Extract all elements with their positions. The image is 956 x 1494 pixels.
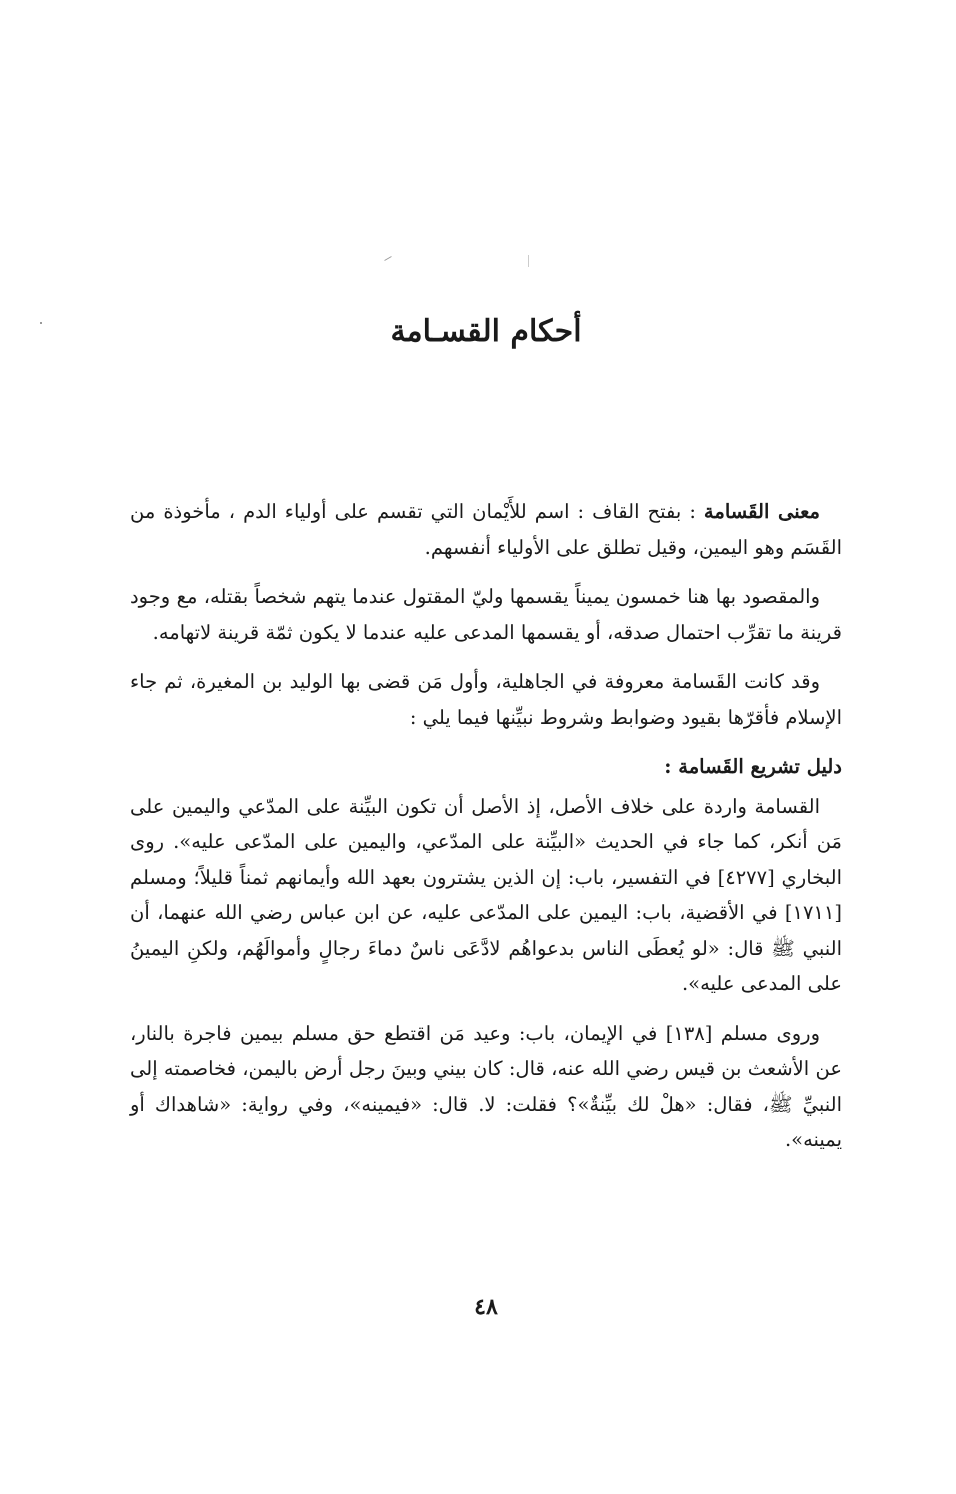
paragraph-definition <box>130 494 842 565</box>
scan-speck <box>40 322 42 324</box>
body-text <box>130 494 842 1172</box>
page-title: أحكام القسـامة <box>390 314 582 349</box>
document-page <box>130 0 842 1494</box>
paragraph-evidence: القسامة واردة على خلاف الأصل، إذ الأصل أن تكون البيِّنة على المدّعي واليمين على مَن أنكر، كما جاء في الحديث «البيِّنة على المدّعي، واليمين على المدّعى عليه». روى البخاري [٤٢٧٧] في التفسير، باب: إن الذين يشترون بعهد الله وأيمانهم ثمناً قليلاً؛ ومسلم [١٧١١] في الأقضية، باب: اليمين على المدّعى عليه، عن ابن عباس رضي الله عنهما، أن النبي ﷺ قال: «لو يُعطَى الناس بدعواهُم لادَّعَى ناسٌ دماءَ رجالٍ وأموالَهُم، ولكنِ اليمينُ على المدعى عليه». <box>130 794 842 995</box>
paragraph-history: وقد كانت القَسامة معروفة في الجاهلية، وأول مَن قضى بها الوليد بن المغيرة، ثم جاء الإسلام فأقرّها بقيود وضوابط وشروط نبيِّنها فيما يلي : <box>130 670 842 729</box>
paragraph-meaning: والمقصود بها هنا خمسون يميناً يقسمها وليّ المقتول عندما يتهم شخصاً بقتله، مع وجود قرينة ما تقرِّب احتمال صدقه، أو يقسمها المدعى عليه عندما لا يكون ثمّة قرينة لاتهامه. <box>130 585 842 644</box>
section-heading: دليل تشريع القَسامة : <box>664 755 842 778</box>
definition-text: : بفتح القاف : اسم للأَيْمان التي تقسم على أولياء الدم ، مأخوذة من القَسَم وهو اليمين، وقيل تطلق على الأولياء أنفسهم. <box>130 500 842 559</box>
paragraph-muslim-narration: وروى مسلم [١٣٨] في الإيمان، باب: وعيد مَن اقتطع حق مسلم بيمين فاجرة بالنار، عن الأشعث بن قيس رضي الله عنه، قال: كان بيني وبينَ رجل أرض باليمن، فخاصمته إلى النبيِّ ﷺ، فقال: «هلْ لك بيِّنةٌ»؟ فقلت: لا. قال: «فيمينه»، وفي رواية: «شاهداك أو يمينه». <box>130 1021 842 1151</box>
page-number: ٤٨ <box>474 1294 498 1320</box>
definition-term: معنى القَسامة <box>703 500 820 523</box>
